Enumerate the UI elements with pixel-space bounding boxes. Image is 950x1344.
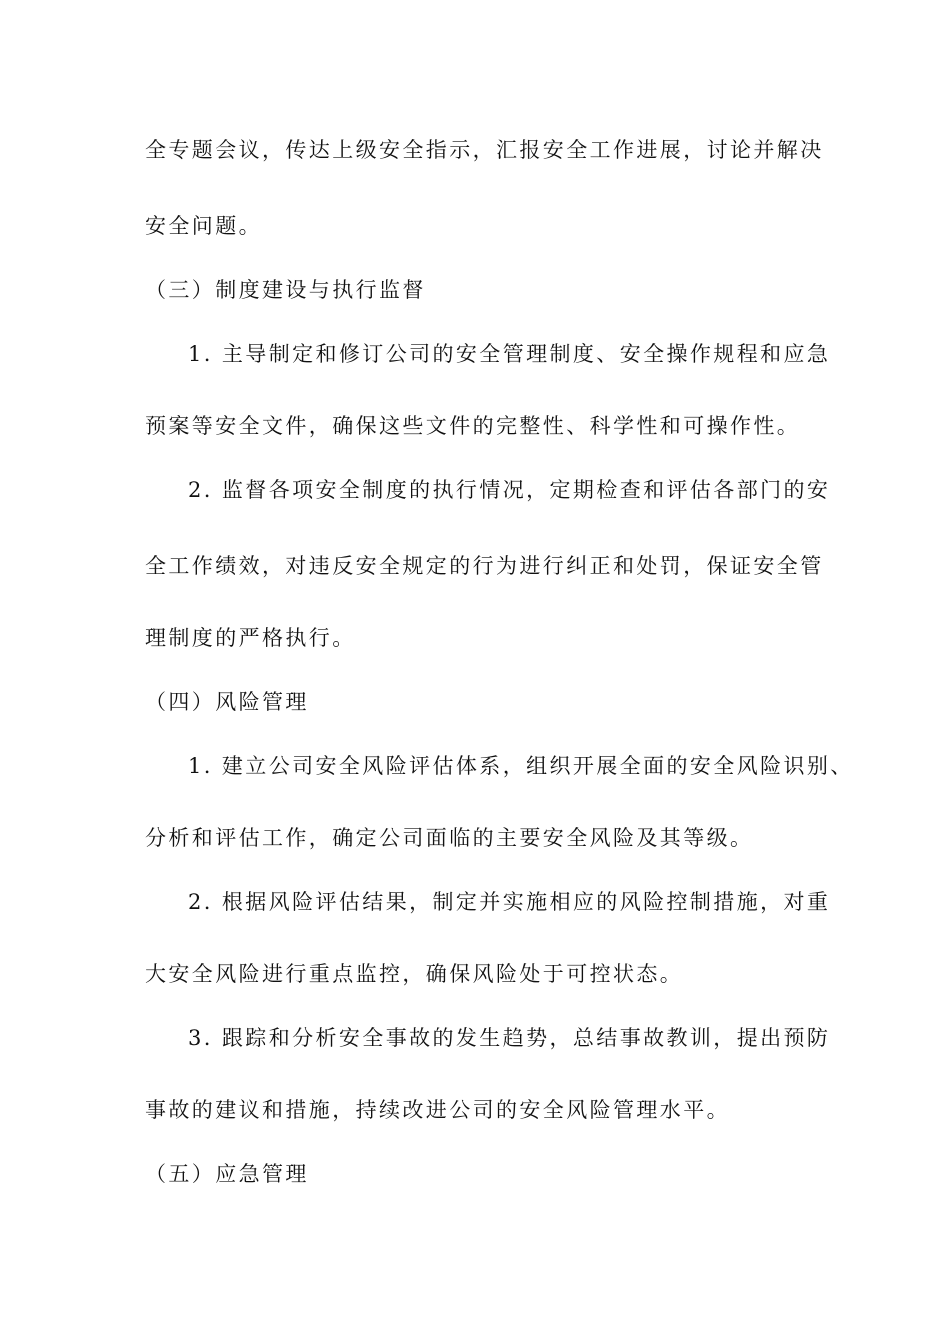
section-heading: （五）应急管理	[145, 1162, 309, 1186]
list-item-start: 2. 根据风险评估结果，制定并实施相应的风险控制措施，对重	[188, 890, 831, 914]
body-line: 全专题会议，传达上级安全指示，汇报安全工作进展，讨论并解决	[145, 138, 824, 162]
body-line: 事故的建议和措施，持续改进公司的安全风险管理水平。	[145, 1098, 730, 1122]
section-heading: （三）制度建设与执行监督	[145, 278, 426, 302]
body-line: 安全问题。	[145, 214, 262, 238]
body-line: 预案等安全文件，确保这些文件的完整性、科学性和可操作性。	[145, 414, 801, 438]
list-item-start: 2. 监督各项安全制度的执行情况，定期检查和评估各部门的安	[188, 478, 831, 502]
list-item-start: 1. 建立公司安全风险评估体系，组织开展全面的安全风险识别、	[188, 754, 854, 778]
body-line: 大安全风险进行重点监控，确保风险处于可控状态。	[145, 962, 684, 986]
list-item-start: 3. 跟踪和分析安全事故的发生趋势，总结事故教训，提出预防	[188, 1026, 831, 1050]
section-heading: （四）风险管理	[145, 690, 309, 714]
list-item-start: 1. 主导制定和修订公司的安全管理制度、安全操作规程和应急	[188, 342, 831, 366]
body-line: 分析和评估工作，确定公司面临的主要安全风险及其等级。	[145, 826, 754, 850]
body-line: 理制度的严格执行。	[145, 626, 356, 650]
body-line: 全工作绩效，对违反安全规定的行为进行纠正和处罚，保证安全管	[145, 554, 824, 578]
